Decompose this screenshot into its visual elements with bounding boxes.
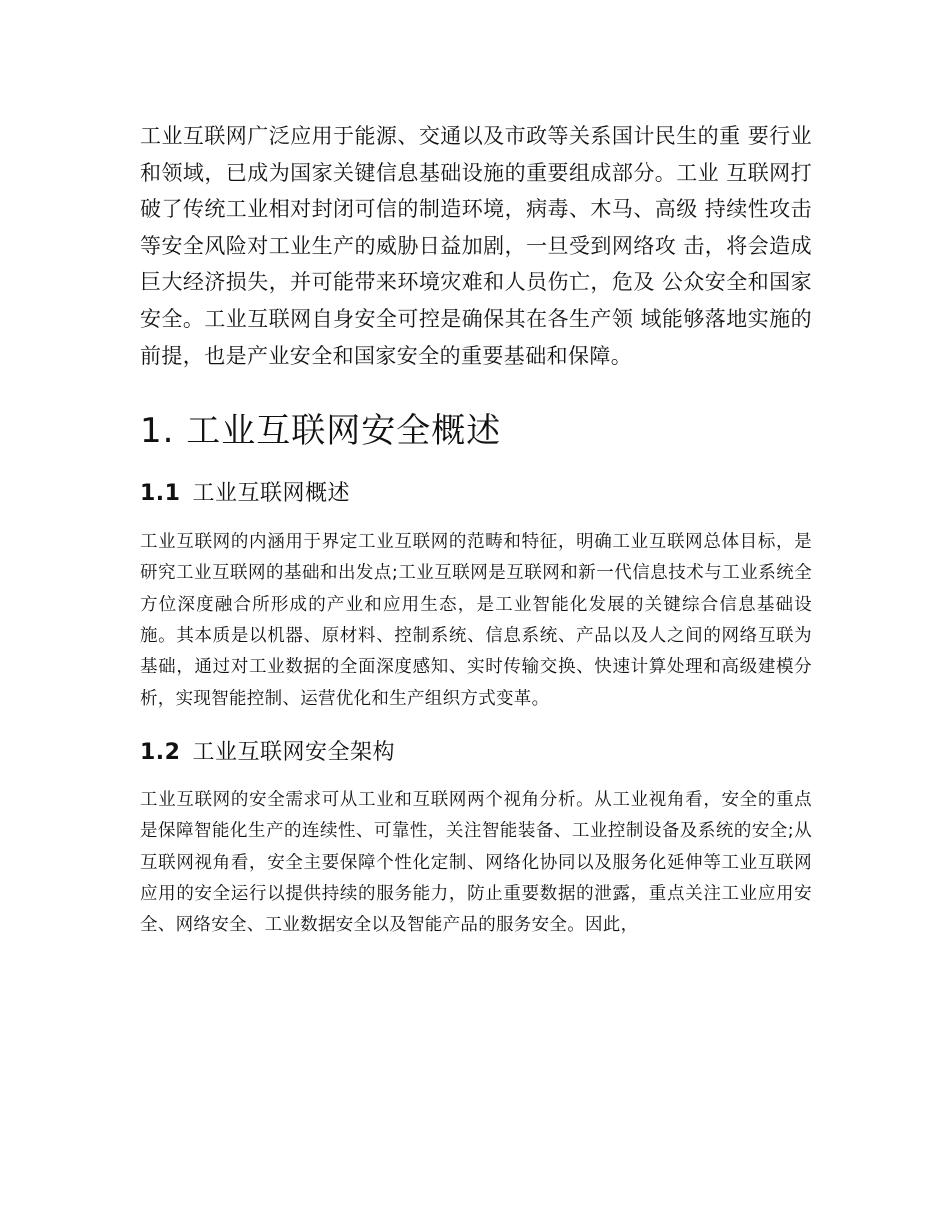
section-1-2-number: 1.2 [140, 739, 181, 765]
section-1-1-title: 工业互联网概述 [192, 481, 350, 507]
section-1-1-heading [140, 478, 812, 510]
section-1-1-paragraph: 工业互联网的内涵用于界定工业互联网的范畴和特征，明确工业互联网总体目标，是研究工业互联网的基础和出发点;工业互联网是互联网和新一代信息技术与工业系统全方位深度融合所形成的产业和应用生态，是工业智能化发展的关键综合信息基础设施。其本质是以机器、原材料、控制系统、信息系统、产品以及人之间的网络互联为基础，通过对工业数据的全面深度感知、实时传输交换、快速计算处理和高级建模分析，实现智能控制、运营优化和生产组织方式变革。 [140, 532, 812, 709]
document-page [140, 118, 812, 941]
section-1-2-heading [140, 737, 812, 769]
intro-paragraph: 工业互联网广泛应用于能源、交通以及市政等关系国计民生的重 要行业和领域，已成为国家关键信息基础设施的重要组成部分。工业 互联网打破了传统工业相对封闭可信的制造环境，病毒、木马、高级 持续性攻击等安全风险对工业生产的威胁日益加剧，一旦受到网络攻 击，将会造成巨大经济损失，并可能带来环境灾难和人员伤亡，危及 公众安全和国家安全。工业互联网自身安全可控是确保其在各生产领 域能够落地实施的前提，也是产业安全和国家安全的重要基础和保障。 [140, 124, 812, 368]
section-1-heading: 1. 工业互联网安全概述 [140, 411, 502, 452]
section-1-1-number: 1.1 [140, 481, 181, 507]
section-1-2-title: 工业互联网安全架构 [192, 739, 395, 765]
section-1-2-paragraph: 工业互联网的安全需求可从工业和互联网两个视角分析。从工业视角看，安全的重点是保障智能化生产的连续性、可靠性，关注智能装备、工业控制设备及系统的安全;从互联网视角看，安全主要保障个性化定制、网络化协同以及服务化延伸等工业互联网应用的安全运行以提供持续的服务能力，防止重要数据的泄露，重点关注工业应用安全、网络安全、工业数据安全以及智能产品的服务安全。因此， [140, 789, 812, 936]
